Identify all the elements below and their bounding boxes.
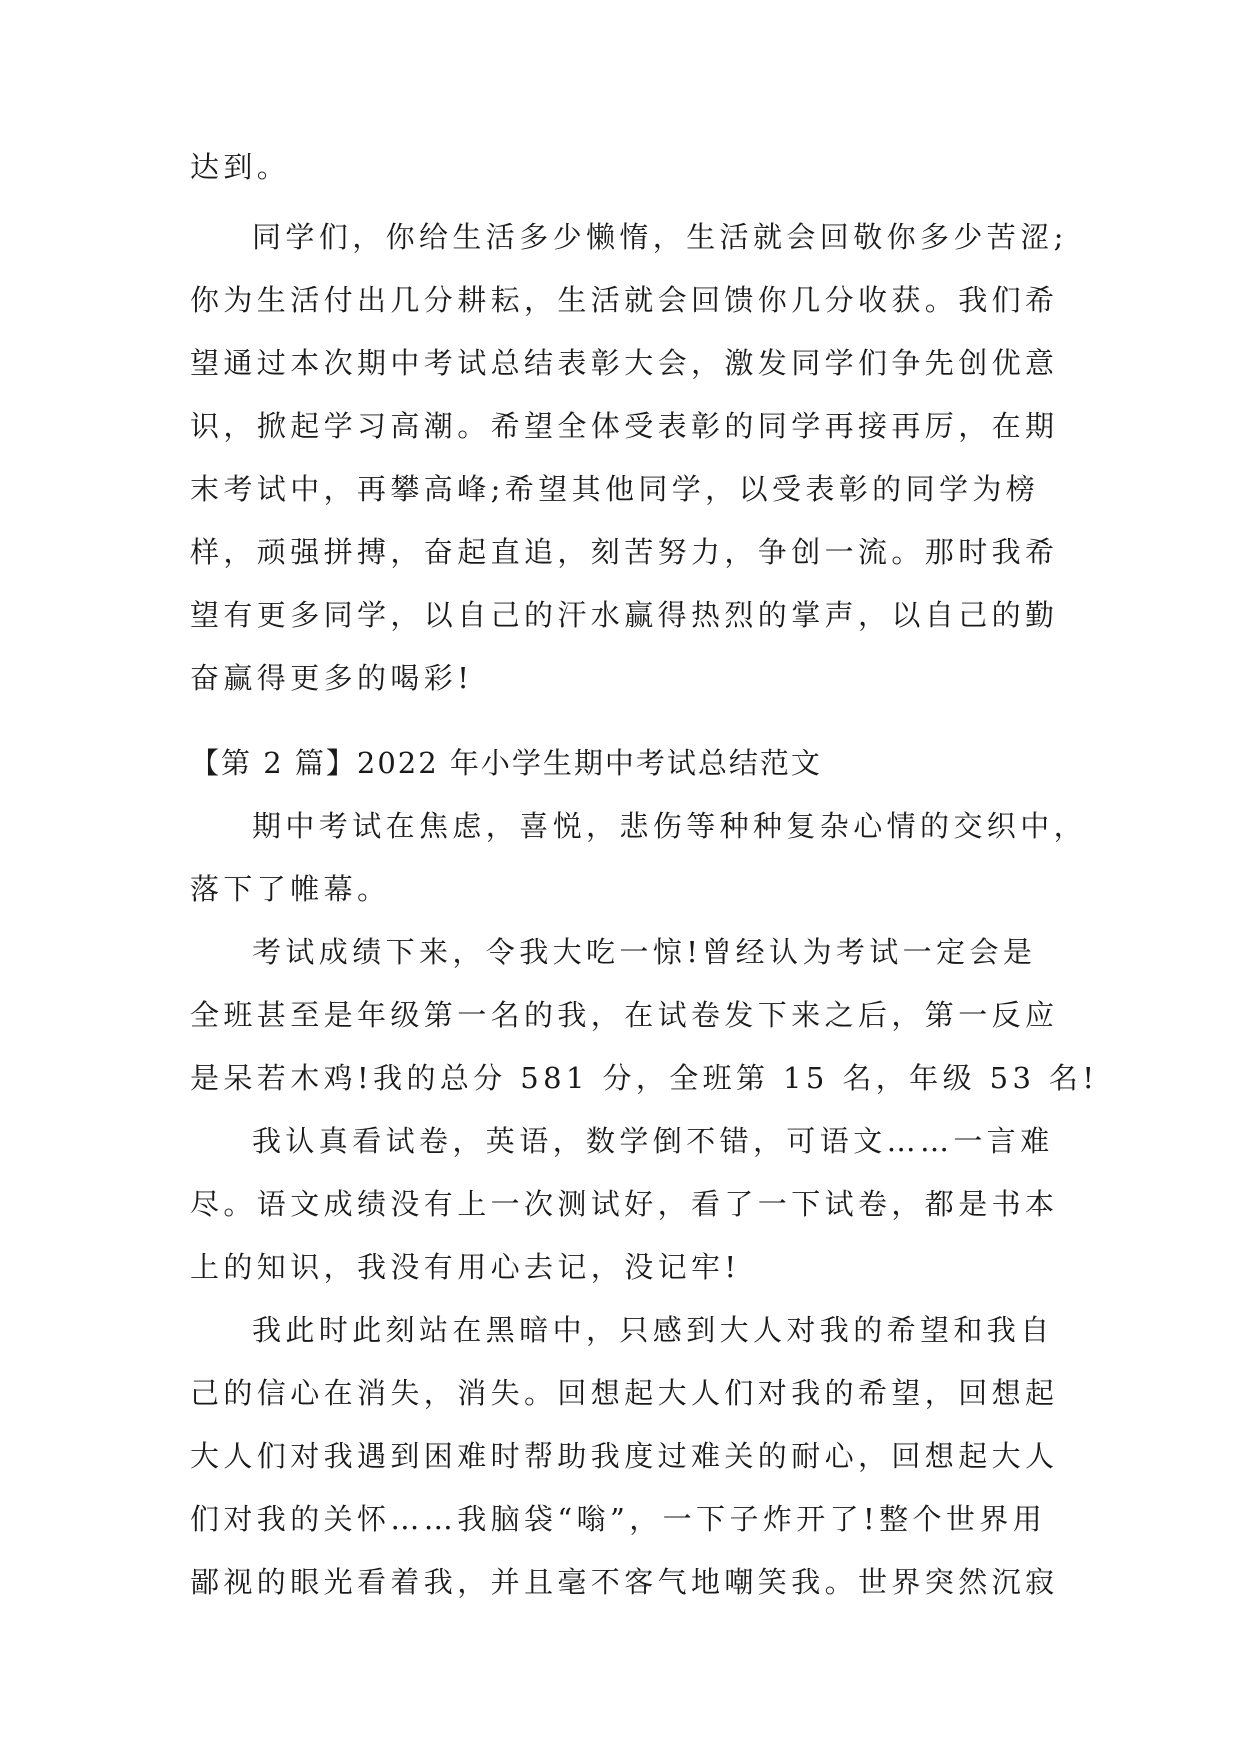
text-line: 鄙视的眼光看着我，并且毫不客气地嘲笑我。世界突然沉寂 <box>190 1565 1059 1599</box>
text-line: 奋赢得更多的喝彩! <box>190 661 474 695</box>
text-line: 达到。 <box>190 150 291 184</box>
article-heading: 【第 2 篇】2022 年小学生期中考试总结范文 <box>190 746 822 780</box>
text-line: 上的知识，我没有用心去记，没记牢! <box>190 1250 741 1284</box>
text-line: 我认真看试卷，英语，数学倒不错，可语文……一言难 <box>252 1124 1054 1158</box>
text-line: 期中考试在焦虑，喜悦，悲伤等种种复杂心情的交织中， <box>252 809 1088 843</box>
text-line: 同学们，你给生活多少懒惰，生活就会回敬你多少苦涩; <box>252 220 1068 254</box>
text-line: 大人们对我遇到困难时帮助我度过难关的耐心，回想起大人 <box>190 1439 1059 1473</box>
text-line: 考试成绩下来，令我大吃一惊!曾经认为考试一定会是 <box>252 935 1037 969</box>
text-line: 你为生活付出几分耕耘，生活就会回馈你几分收获。我们希 <box>190 283 1059 317</box>
text-line: 是呆若木鸡!我的总分 581 分，全班第 15 名，年级 53 名! <box>190 1061 1099 1095</box>
text-line: 我此时此刻站在黑暗中，只感到大人对我的希望和我自 <box>252 1313 1054 1347</box>
text-line: 己的信心在消失，消失。回想起大人们对我的希望，回想起 <box>190 1376 1059 1410</box>
text-line: 尽。语文成绩没有上一次测试好，看了一下试卷，都是书本 <box>190 1187 1059 1221</box>
text-line: 望有更多同学，以自己的汗水赢得热烈的掌声，以自己的勤 <box>190 598 1059 632</box>
text-line: 末考试中，再攀高峰;希望其他同学，以受表彰的同学为榜 <box>190 472 1040 506</box>
text-line: 们对我的关怀……我脑袋“嗡”，一下子炸开了!整个世界用 <box>190 1502 1047 1536</box>
text-line: 全班甚至是年级第一名的我，在试卷发下来之后，第一反应 <box>190 998 1059 1032</box>
text-line: 识，掀起学习高潮。希望全体受表彰的同学再接再厉，在期 <box>190 409 1059 443</box>
text-line: 望通过本次期中考试总结表彰大会，激发同学们争先创优意 <box>190 346 1059 380</box>
text-line: 落下了帷幕。 <box>190 872 391 906</box>
text-line: 样，顽强拼搏，奋起直追，刻苦努力，争创一流。那时我希 <box>190 535 1059 569</box>
